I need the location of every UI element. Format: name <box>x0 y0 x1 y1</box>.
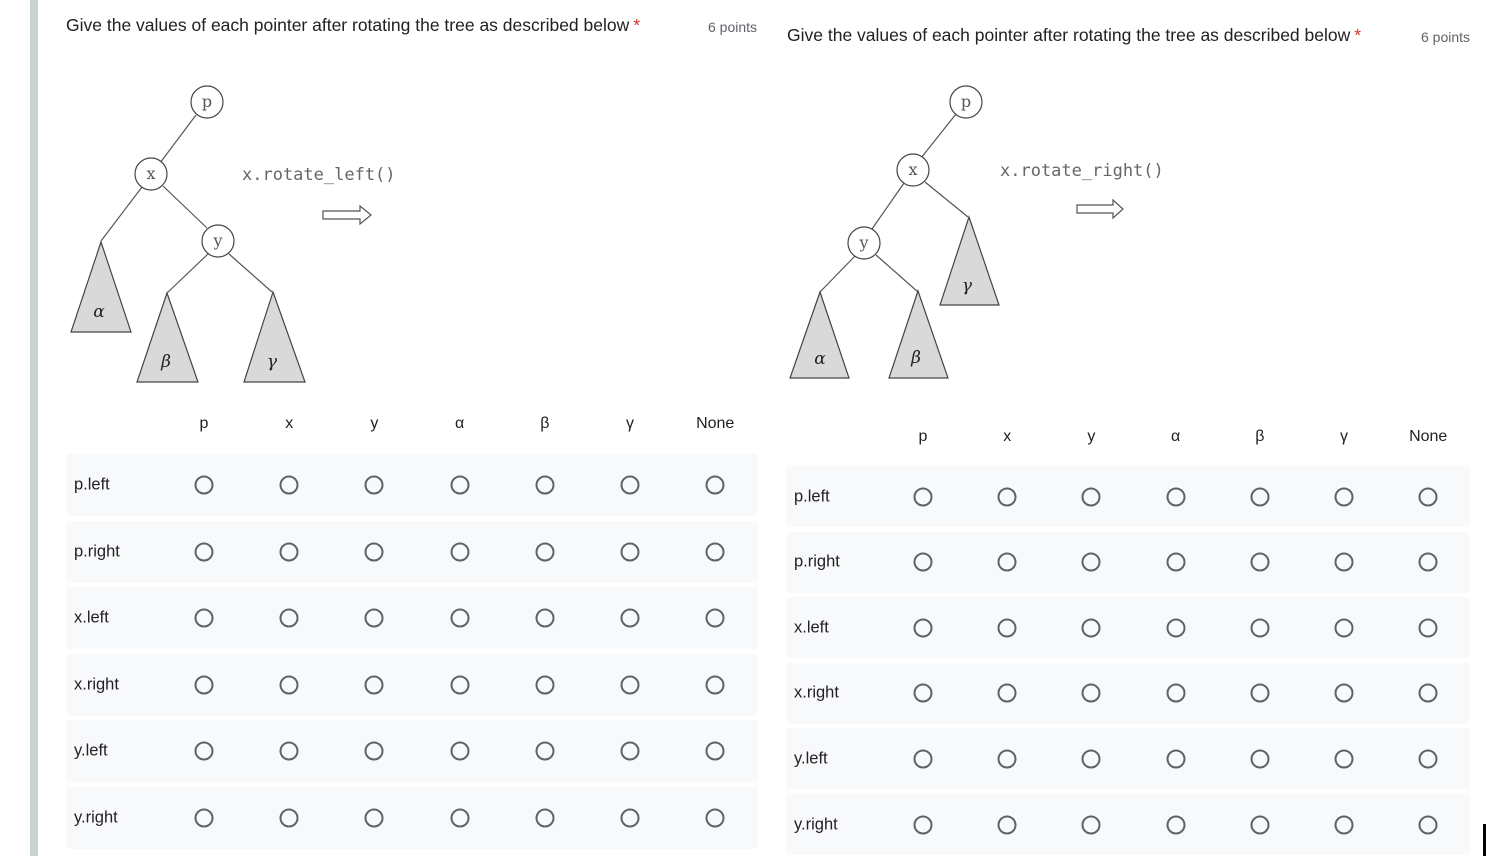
operation-label: x.rotate_left() <box>242 165 396 185</box>
row-label: p.right <box>794 552 840 571</box>
required-asterisk: * <box>1354 25 1362 45</box>
question-title-text: Give the values of each pointer after rotating the tree as described below <box>787 25 1351 45</box>
column-header: α <box>1170 428 1181 445</box>
radio-option[interactable] <box>1335 749 1354 768</box>
radio-option[interactable] <box>1082 749 1101 768</box>
radio-option[interactable] <box>1082 815 1101 834</box>
grid-row-p-left <box>786 466 1470 527</box>
column-header: β <box>1255 428 1265 445</box>
row-label: p.right <box>74 542 120 560</box>
required-asterisk: * <box>633 15 641 35</box>
radio-option[interactable] <box>1419 684 1438 703</box>
column-header: p <box>199 415 209 432</box>
node-y-label: y <box>859 233 869 252</box>
radio-option[interactable] <box>1166 487 1185 506</box>
radio-option[interactable] <box>914 749 933 768</box>
radio-option[interactable] <box>1419 749 1438 768</box>
radio-option[interactable] <box>1335 618 1354 637</box>
node-x-label: x <box>146 164 156 183</box>
radio-option[interactable] <box>1082 487 1101 506</box>
column-header: γ <box>626 415 634 432</box>
radio-option[interactable] <box>1250 749 1269 768</box>
radio-option[interactable] <box>1335 684 1354 703</box>
radio-option[interactable] <box>998 618 1017 637</box>
row-label: y.right <box>74 808 118 826</box>
radio-option[interactable] <box>1335 815 1354 834</box>
subtree-gamma-label: γ <box>266 352 278 372</box>
row-label: y.right <box>794 815 838 833</box>
radio-option[interactable] <box>914 487 933 506</box>
radio-option[interactable] <box>1082 618 1101 637</box>
radio-option[interactable] <box>1250 487 1269 506</box>
row-label: p.left <box>74 475 110 494</box>
row-label: x.left <box>74 608 109 627</box>
question-title-text: Give the values of each pointer after rotating the tree as described below <box>66 15 630 35</box>
grid-row-x-right <box>786 663 1470 724</box>
radio-option[interactable] <box>1166 815 1185 834</box>
radio-option[interactable] <box>1250 684 1269 703</box>
column-header: None <box>1409 428 1448 445</box>
column-header: p <box>918 428 928 445</box>
radio-option[interactable] <box>998 553 1017 572</box>
radio-option[interactable] <box>1082 553 1101 572</box>
column-header: y <box>1087 428 1096 445</box>
node-p-label: p <box>960 92 972 111</box>
radio-option[interactable] <box>1166 684 1185 703</box>
row-label: x.right <box>794 683 839 702</box>
radio-option[interactable] <box>914 553 933 572</box>
radio-option[interactable] <box>914 618 933 637</box>
subtree-gamma-label: γ <box>961 276 973 296</box>
column-header: x <box>285 415 294 432</box>
radio-option[interactable] <box>998 684 1017 703</box>
radio-option[interactable] <box>1419 815 1438 834</box>
radio-option[interactable] <box>1250 815 1269 834</box>
node-p-label: p <box>201 92 213 111</box>
operation-label: x.rotate_right() <box>1000 161 1164 181</box>
radio-option[interactable] <box>914 684 933 703</box>
text-cursor <box>1483 824 1486 856</box>
subtree-beta-label: β <box>161 352 171 372</box>
row-label: x.right <box>74 675 119 693</box>
question-points: 6 points <box>1421 29 1471 45</box>
radio-option[interactable] <box>1166 618 1185 637</box>
row-label: p.left <box>794 487 830 505</box>
node-x-label: x <box>908 160 918 179</box>
row-label: y.left <box>794 749 828 768</box>
radio-option[interactable] <box>1250 553 1269 572</box>
column-header: None <box>696 415 735 432</box>
column-header: β <box>540 415 550 432</box>
subtree-beta-label: β <box>911 348 921 368</box>
radio-option[interactable] <box>1082 684 1101 703</box>
radio-option[interactable] <box>1166 553 1185 572</box>
subtree-alpha-label: α <box>814 349 826 369</box>
node-y-label: y <box>213 231 223 250</box>
column-header: γ <box>1340 428 1348 445</box>
subtree-alpha-label: α <box>93 302 105 322</box>
radio-option[interactable] <box>1335 487 1354 506</box>
radio-option[interactable] <box>1419 618 1438 637</box>
radio-option[interactable] <box>1166 749 1185 768</box>
question-points: 6 points <box>708 19 758 35</box>
column-header: y <box>370 415 379 432</box>
radio-option[interactable] <box>998 749 1017 768</box>
radio-option[interactable] <box>998 815 1017 834</box>
grid-row-y-right <box>786 794 1470 855</box>
grid-row-y-left <box>786 728 1470 789</box>
grid-row-p-right <box>786 532 1470 593</box>
radio-option[interactable] <box>1419 553 1438 572</box>
radio-option[interactable] <box>998 487 1017 506</box>
radio-option[interactable] <box>1335 553 1354 572</box>
radio-option[interactable] <box>1419 487 1438 506</box>
row-label: x.left <box>794 618 829 637</box>
column-header: x <box>1003 428 1012 445</box>
column-header: α <box>454 415 465 432</box>
radio-option[interactable] <box>914 815 933 834</box>
row-label: y.left <box>74 741 108 760</box>
radio-option[interactable] <box>1250 618 1269 637</box>
grid-row-x-left <box>786 597 1470 658</box>
